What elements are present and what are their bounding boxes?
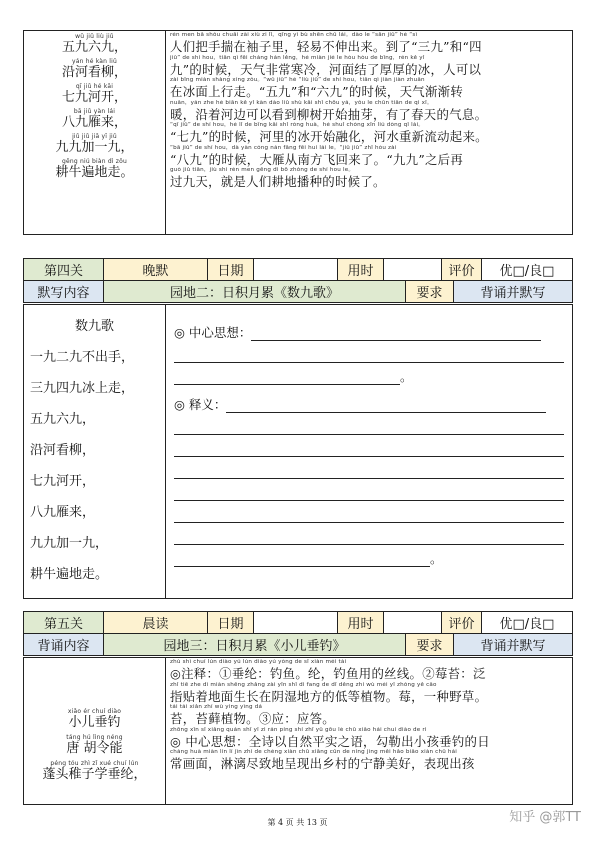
period: 。: [430, 551, 443, 566]
hanzi: 沿河看柳，: [61, 65, 127, 80]
answer-line[interactable]: [174, 457, 564, 479]
notes: [166, 658, 572, 772]
central-idea-row: [174, 319, 564, 341]
note-line: [170, 704, 568, 727]
poem-line: 沿河看柳，: [30, 443, 96, 458]
level4-body: [23, 304, 573, 599]
answer-line[interactable]: [174, 479, 564, 501]
page-footer: 第 4 页 共 13 页: [267, 818, 328, 827]
requirement-label: 要求: [406, 634, 454, 656]
watermark: 知乎 @郭TT: [509, 810, 581, 825]
eval-options[interactable]: 优□/良□: [482, 612, 573, 634]
content-value: 园地二：日积月累《数九歌》: [104, 281, 406, 303]
notes-cell: [166, 658, 573, 805]
answer-line[interactable]: [174, 523, 564, 545]
explanation-label: ◎ 释义：: [174, 397, 227, 412]
pinyin: bā jiǔ yàn lái: [73, 108, 116, 115]
level5-subheader: [23, 633, 573, 656]
note-line: [170, 749, 568, 772]
requirement-label: 要求: [406, 281, 454, 303]
eval-options[interactable]: 优□/良□: [482, 259, 573, 281]
pinyin: wǔ jiǔ liù jiǔ: [75, 33, 114, 40]
writing-area: [166, 305, 572, 567]
hanzi: 人们把手揣在袖子里，轻易不伸出来。到了“三九”和“四: [170, 39, 482, 54]
poem-cell: [24, 305, 166, 599]
poem-xiaoerchuidiao: [24, 658, 165, 783]
date-field[interactable]: [254, 612, 338, 634]
hanzi: “七九”的时候，河里的冰开始融化，河水重新流动起来。: [170, 129, 488, 144]
prev-section-table: [23, 30, 573, 235]
poem-line: 耕牛遍地走。: [30, 567, 109, 582]
answer-line[interactable]: [174, 413, 564, 435]
pinyin: rén men bǎ shǒu chuāi zài xiù zi lǐ，qīng yì bù shēn chū lái。dào le “sān jiǔ” hé “sì: [170, 32, 418, 38]
poem-line: 八九雁来，: [30, 505, 96, 520]
poem-line: 九九加一九，: [30, 536, 109, 551]
poem-shujiuge: [24, 315, 165, 598]
hanzi: 九”的时候，天气非常寒冷，河面结了厚厚的冰，人可以: [170, 61, 482, 77]
time-field[interactable]: [384, 259, 442, 281]
poem-title: 数九歌: [74, 319, 114, 334]
note-line: [170, 727, 568, 750]
explanation-line: [170, 55, 568, 78]
answer-line[interactable]: [174, 435, 564, 457]
time-label: 用时: [338, 612, 384, 634]
note-line: [170, 659, 568, 682]
pinyin: qī jiǔ hé kāi: [75, 83, 114, 90]
pinyin: xiǎo ér chuí diào: [67, 708, 122, 715]
prev-explanation: [166, 31, 572, 190]
level5-header: [23, 611, 573, 634]
answer-line-last: [174, 545, 564, 567]
hanzi: 八九雁来，: [61, 115, 127, 130]
hanzi: “八九”的时候，大雁从南方飞回来了。“九九”之后再: [170, 151, 464, 167]
date-label: 日期: [208, 259, 254, 281]
hanzi: 暖，沿着河边可以看到柳树开始抽芽，有了春天的气息。: [170, 106, 488, 122]
pinyin: cháng huà miàn lín lí jìn zhì de chéng xiàn chū xiāng cūn de níng jìng měi hǎo biǎo xiàn chū hái: [170, 749, 458, 755]
level-label: 第五关: [24, 612, 104, 634]
pinyin: yán hé kàn liǔ: [71, 58, 118, 65]
mode-label: 晨读: [104, 612, 208, 634]
pinyin: jiǔ jiǔ jiā yī jiǔ: [72, 133, 117, 140]
hanzi: 过九天，就是人们耕地播种的时候了。: [170, 174, 386, 189]
content-value: 园地三：日积月累《小儿垂钓》: [104, 634, 406, 656]
pinyin: jiǔ” de shí hou，tiān qì fēi cháng hán lěng，hé miàn jié le hòu hòu de bīng，rén kě yǐ: [170, 54, 425, 61]
poem-line: [24, 83, 165, 106]
requirement-value: 背诵并默写: [454, 634, 573, 656]
pinyin: zhǐ tiē zhe dì miàn shēng zhǎng zài yīn shī dì fang de dī děng zhí wù méi yī zhǒng yě cǎo: [170, 681, 437, 688]
explanation-line: [170, 122, 568, 145]
answer-line-short: [174, 363, 564, 385]
eval-label: 评价: [442, 259, 482, 281]
answer-line[interactable]: [226, 399, 546, 413]
hanzi: 九九加一九，: [55, 140, 134, 155]
level4-subheader: [23, 280, 573, 303]
hanzi: 七九河开，: [61, 90, 127, 105]
pinyin: táng hú lìng néng: [66, 734, 123, 741]
note-line: [170, 682, 568, 705]
hanzi: 指贴着地面生长在阴湿地方的低等植物。莓，一种野草。: [170, 688, 488, 704]
date-field[interactable]: [254, 259, 338, 281]
level5-body: [23, 657, 573, 805]
pinyin: “bā jiǔ” de shí hou，dà yàn cóng nán fāng fēi huí lái le。“jiǔ jiǔ” zhī hòu zài: [170, 144, 397, 151]
pinyin: zhù shì chuí lún diào yú lún diào yú yòng de sī xiàn méi tái: [170, 659, 347, 665]
hanzi: 苔，苔藓植物。③应：应答。: [170, 711, 335, 726]
hanzi: 五九六九，: [61, 40, 127, 55]
content-label: 背诵内容: [24, 634, 104, 656]
date-label: 日期: [208, 612, 254, 634]
pinyin: “qī jiǔ” de shí hou，hé lǐ de bīng kāi shǐ róng huà，hé shuǐ chóng xīn liú dòng qǐ lái。: [170, 122, 425, 128]
poem-line: 五九六九，: [30, 412, 96, 427]
pinyin: tái tái xiǎn zhí wù yìng yìng dá: [170, 704, 263, 710]
explanation-line: [170, 167, 568, 190]
eval-label: 评价: [442, 612, 482, 634]
central-idea-label: ◎ 中心思想：: [174, 325, 252, 340]
explanation-line: [170, 145, 568, 168]
period: 。: [400, 369, 413, 384]
explanation-line: [170, 32, 568, 55]
writing-cell: [166, 305, 573, 599]
pinyin: gēng niú biàn dì zǒu: [61, 158, 128, 165]
hanzi: 耕牛遍地走。: [55, 165, 134, 180]
prev-poem-cell: [24, 31, 166, 235]
poem-line: [24, 108, 165, 131]
poem-title: 小儿垂钓: [68, 715, 121, 730]
pinyin: guò jiǔ tiān，jiù shì rén men gēng dì bō zhǒng de shí hou le。: [170, 167, 355, 173]
answer-line[interactable]: [174, 341, 564, 363]
poem-line: [24, 58, 165, 81]
poem-line: [24, 133, 165, 156]
content-label: 默写内容: [24, 281, 104, 303]
answer-line[interactable]: [251, 327, 541, 341]
explanation-line: [170, 100, 568, 123]
answer-line[interactable]: [174, 501, 564, 523]
poem-line: 七九河开，: [30, 474, 96, 489]
requirement-value: 背诵并默写: [454, 281, 573, 303]
pinyin: nuǎn，yán zhe hé biān kě yǐ kàn dào liǔ shù kāi shǐ chōu yá，yǒu le chūn tiān de qì xī。: [170, 99, 433, 106]
mode-label: 晚默: [104, 259, 208, 281]
hanzi: ◎ 中心思想：全诗以自然平实之语，勾勒出小孩垂钓的日: [170, 733, 490, 749]
prev-poem: [24, 31, 165, 181]
time-label: 用时: [338, 259, 384, 281]
hanzi: ◎注释：①垂纶：钓鱼。纶，钓鱼用的丝线。②莓苔：泛: [170, 666, 486, 681]
poem-line: [24, 158, 165, 181]
poem-cell: [24, 658, 166, 805]
poem-line: 一九二九不出手，: [30, 350, 135, 365]
time-field[interactable]: [384, 612, 442, 634]
poem-line: 蓬头稚子学垂纶，: [42, 767, 147, 782]
hanzi: 在冰面上行走。“五九”和“六九”的时候，天气渐渐转: [170, 84, 464, 99]
explanation-line: [170, 77, 568, 100]
answer-line[interactable]: [174, 553, 430, 567]
poem-author: 唐 胡令能: [66, 741, 123, 756]
answer-line[interactable]: [174, 371, 400, 385]
pinyin: zài bīng miàn shàng xíng zǒu。“wǔ jiǔ” hé “liù jiǔ” de shí hou，tiān qì jiàn jiàn zhuǎn: [170, 77, 425, 83]
level-label: 第四关: [24, 259, 104, 281]
hanzi: 常画面，淋漓尽致地呈现出乡村的宁静美好，表现出孩: [170, 756, 475, 771]
explanation-row: [174, 391, 564, 413]
pinyin: zhōng xīn sī xiǎng quán shī yǐ zì rán píng shí zhī yǔ gōu lè chū xiǎo hái chuí diào de rì: [170, 726, 427, 733]
pinyin: péng tóu zhì zǐ xué chuí lún: [50, 760, 139, 767]
level4-header: [23, 258, 573, 281]
prev-explanation-cell: [166, 31, 573, 235]
poem-line: [24, 33, 165, 56]
poem-line: 三九四九冰上走，: [30, 381, 135, 396]
